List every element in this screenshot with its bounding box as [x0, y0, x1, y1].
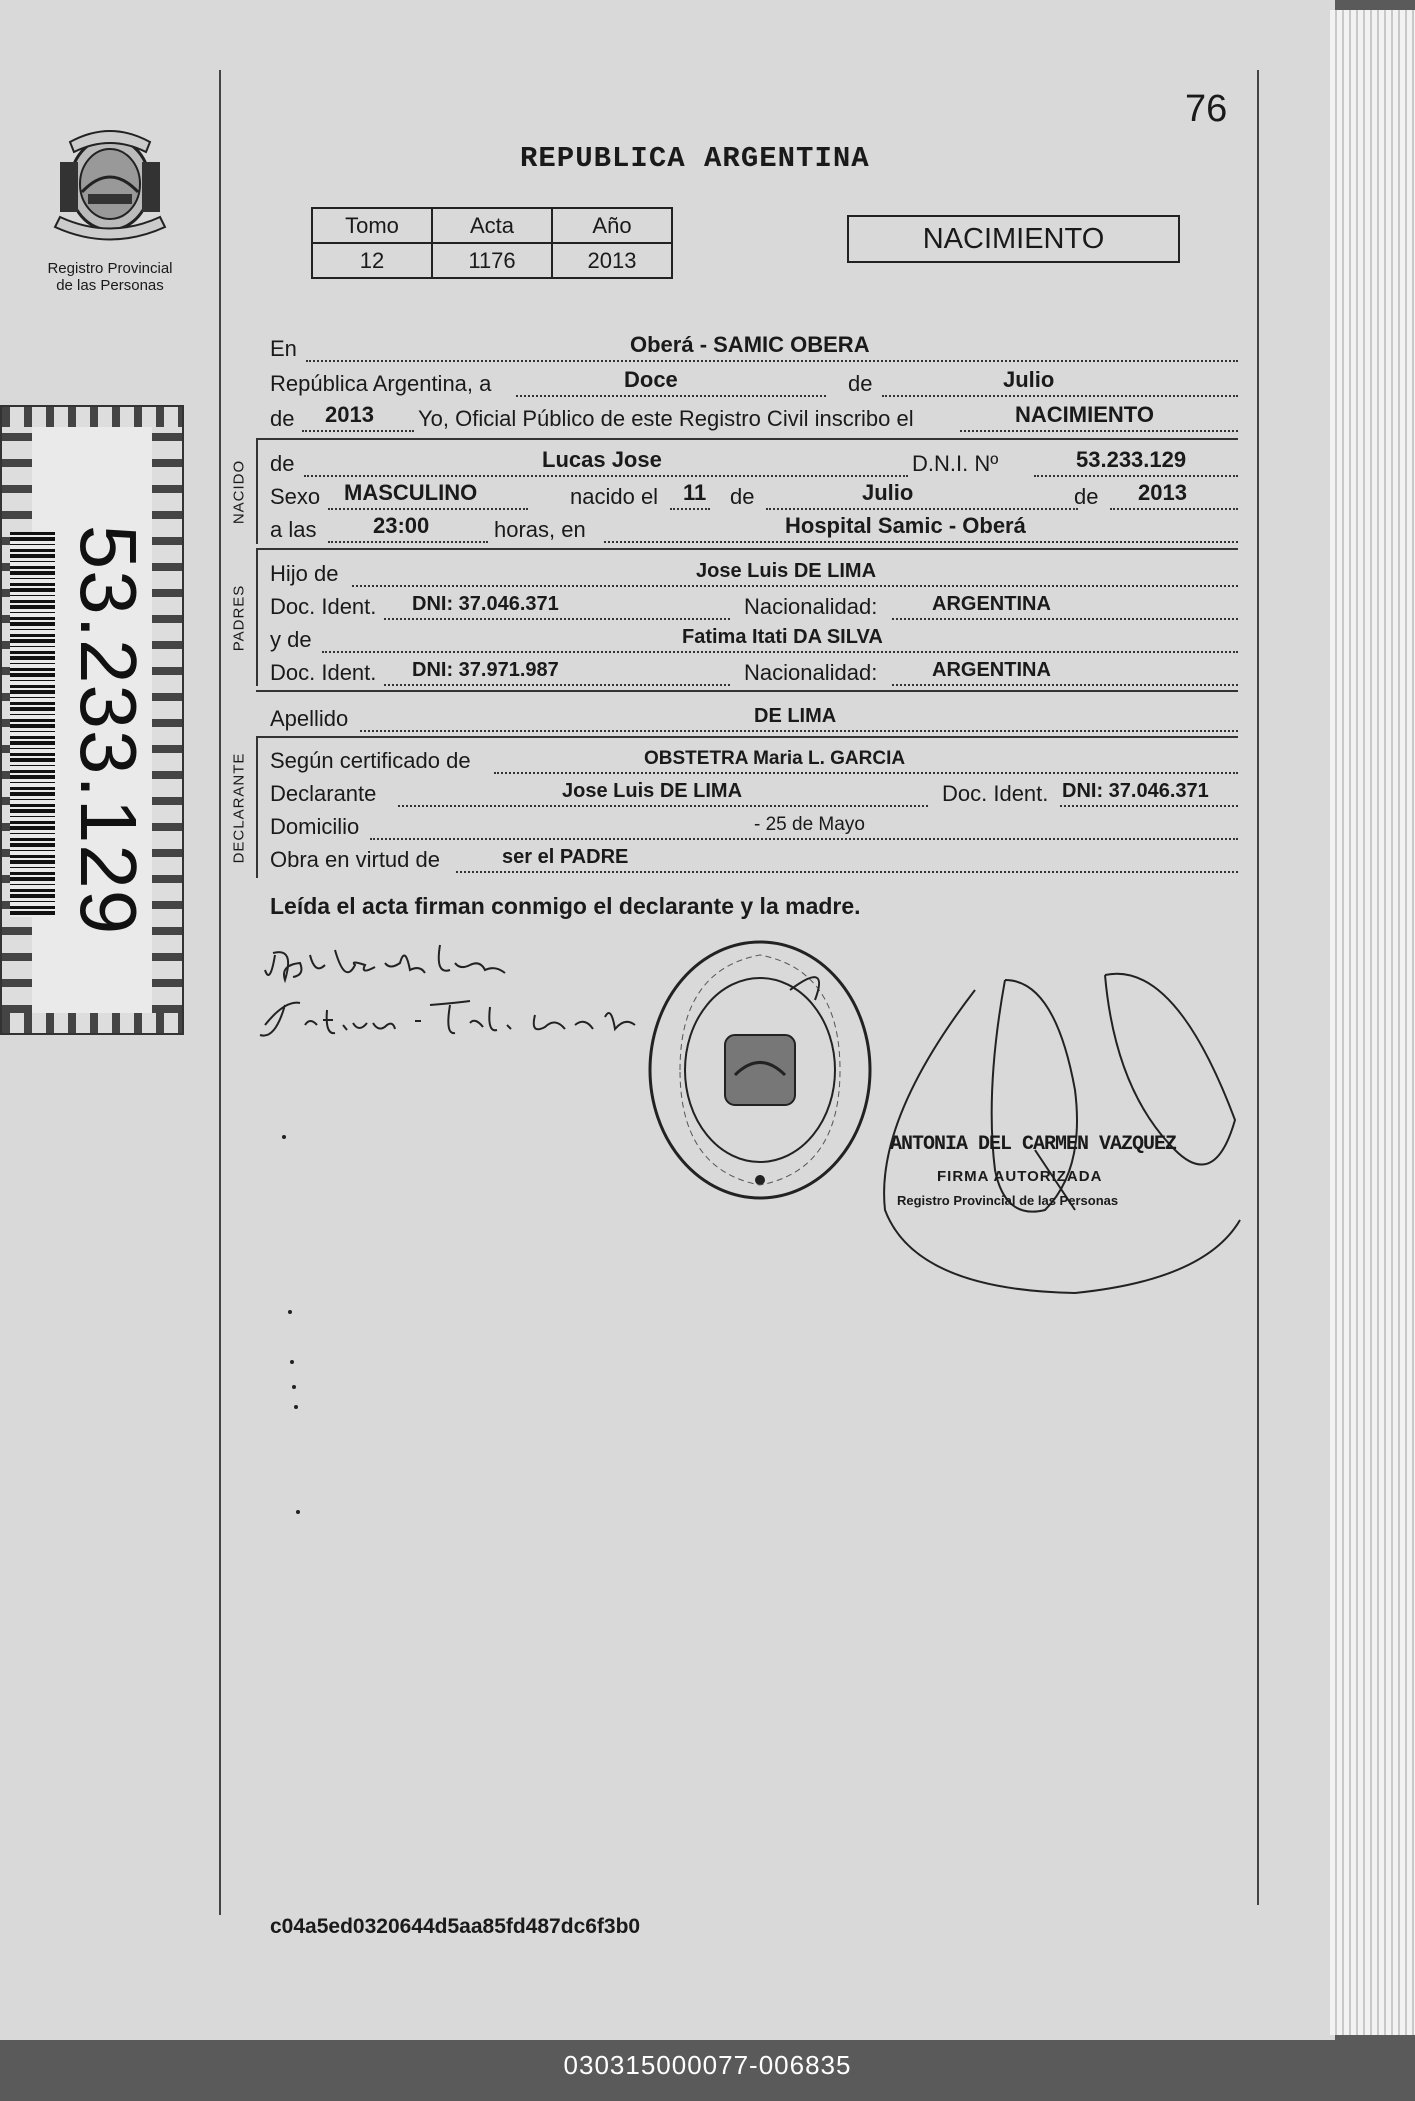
sexo-value: MASCULINO [344, 480, 478, 505]
place-value: Oberá - SAMIC OBERA [630, 332, 870, 357]
line-hora [270, 511, 1238, 549]
de-label: de [730, 484, 755, 509]
closing-statement: Leída el acta firman conmigo el declarante y la madre. [270, 893, 861, 919]
official-role: FIRMA AUTORIZADA [937, 1168, 1103, 1185]
day-value: Doce [624, 367, 678, 392]
alas-label: a las [270, 517, 317, 542]
section-label-nacido: NACIDO [230, 459, 248, 525]
dotted-line [1060, 805, 1238, 807]
oficial-text: Yo, Oficial Público de este Registro Civil inscribo el [418, 406, 914, 431]
mother-doc-value: DNI: 37.971.987 [412, 659, 559, 681]
dotted-line [1034, 475, 1238, 477]
birth-month-value: Julio [862, 480, 914, 505]
section-divider [256, 736, 1238, 738]
handwritten-signatures-icon [255, 925, 655, 1065]
dotted-line [766, 508, 1078, 510]
document-hash: c04a5ed0320644d5aa85fd487dc6f3b0 [270, 1915, 641, 1938]
security-pattern-right [152, 407, 182, 1033]
security-pattern-top [2, 407, 182, 427]
dotted-line [516, 395, 826, 397]
child-dni-value: 53.233.129 [1076, 447, 1187, 472]
dotted-line [360, 730, 1238, 732]
speck [292, 1385, 296, 1389]
section-divider [256, 548, 1238, 550]
dotted-line [328, 508, 528, 510]
doc-label: Doc. Ident. [942, 781, 1049, 806]
line-apellido [270, 700, 1238, 738]
dotted-line [328, 541, 488, 543]
domicilio-value: - 25 de Mayo [754, 814, 865, 835]
dotted-line [384, 684, 730, 686]
dotted-line [882, 395, 1238, 397]
inscribo-value: NACIMIENTO [1015, 402, 1154, 427]
registry-table [311, 207, 673, 279]
speck [282, 1135, 286, 1139]
father-nationality-value: ARGENTINA [932, 593, 1051, 615]
section-bar [256, 440, 258, 544]
value-tomo: 12 [312, 243, 432, 278]
birth-day-value: 11 [683, 480, 707, 505]
apellido-label: Apellido [270, 706, 349, 731]
yde-label: y de [270, 627, 312, 652]
segun-label: Según certificado de [270, 748, 471, 773]
dotted-line [960, 430, 1238, 432]
domicilio-label: Domicilio [270, 814, 360, 839]
section-label-declarante: DECLARANTE [230, 752, 248, 864]
republica-label: República Argentina, a [270, 371, 492, 396]
official-name: ANTONIA DEL CARMEN VAZQUEZ [890, 1133, 1177, 1156]
dotted-line [398, 805, 928, 807]
right-margin-rule [1257, 70, 1259, 1905]
birth-hour-value: 23:00 [373, 513, 430, 538]
registry-label-line2: de las Personas [56, 277, 164, 294]
section-divider [256, 438, 1238, 440]
barcode-dni-number: 53.233.129 [64, 524, 153, 936]
birth-year-value: 2013 [1138, 480, 1187, 505]
speck [296, 1510, 300, 1514]
dotted-line [1110, 508, 1238, 510]
dotted-line [384, 618, 730, 620]
value-acta: 1176 [432, 243, 552, 278]
section-divider [256, 690, 1238, 692]
scan-footer-code: 030315000077-006835 [563, 2050, 852, 2080]
line-en [270, 330, 1238, 368]
dotted-line [370, 838, 1238, 840]
line-mother-doc [270, 654, 1238, 692]
father-name-value: Jose Luis DE LIMA [696, 560, 877, 582]
document-title: REPUBLICA ARGENTINA [520, 142, 870, 175]
official-organization: Registro Provincial de las Personas [897, 1193, 1119, 1208]
header-acta: Acta [432, 208, 552, 243]
dotted-line [322, 651, 1238, 653]
speck [294, 1405, 298, 1409]
dni-label: D.N.I. Nº [912, 451, 999, 476]
obra-label: Obra en virtud de [270, 847, 440, 872]
speck [288, 1310, 292, 1314]
nacionalidad-label: Nacionalidad: [744, 660, 878, 685]
dotted-line [670, 508, 710, 510]
line-obra [270, 841, 1238, 879]
year-value: 2013 [325, 402, 374, 427]
dotted-line [306, 360, 1238, 362]
left-margin-rule [219, 70, 221, 1915]
month-value: Julio [1003, 367, 1055, 392]
nacido-label: nacido el [570, 484, 659, 509]
section-bar [256, 738, 258, 878]
value-ano: 2013 [552, 243, 672, 278]
birth-place-value: Hospital Samic - Oberá [785, 513, 1026, 538]
header-ano: Año [552, 208, 672, 243]
father-doc-value: DNI: 37.046.371 [412, 593, 559, 615]
hijo-label: Hijo de [270, 561, 339, 586]
de-label: de [848, 371, 873, 396]
section-bar [256, 550, 258, 686]
child-name-value: Lucas Jose [542, 447, 662, 472]
doc-label: Doc. Ident. [270, 660, 377, 685]
registry-label [30, 260, 190, 294]
mother-name-value: Fatima Itati DA SILVA [682, 626, 883, 648]
de-label: de [270, 406, 295, 431]
registry-label-line1: Registro Provincial [47, 260, 173, 277]
dotted-line [892, 684, 1238, 686]
declarante-doc-value: DNI: 37.046.371 [1062, 780, 1209, 802]
dotted-line [304, 475, 908, 477]
line-year [270, 400, 1238, 438]
nacionalidad-label: Nacionalidad: [744, 594, 878, 619]
dotted-line [494, 772, 1238, 774]
declarante-label: Declarante [270, 781, 377, 806]
mother-nationality-value: ARGENTINA [932, 659, 1051, 681]
en-label: En [270, 336, 297, 361]
page-stack-edge [1330, 10, 1415, 2035]
page-number: 76 [1185, 88, 1228, 130]
dotted-line [352, 585, 1238, 587]
apellido-value: DE LIMA [754, 705, 837, 727]
dotted-line [456, 871, 1238, 873]
dotted-line [892, 618, 1238, 620]
security-pattern-bottom [2, 1013, 182, 1033]
line-republica [270, 365, 1238, 403]
official-stamp-icon [640, 930, 880, 1210]
de-label: de [270, 451, 295, 476]
speck [290, 1360, 294, 1364]
dotted-line [302, 430, 414, 432]
dotted-line [604, 541, 1238, 543]
certificate-value: OBSTETRA Maria L. GARCIA [644, 748, 906, 769]
record-type-box: NACIMIENTO [847, 215, 1180, 263]
province-seal-icon [50, 122, 170, 252]
section-label-padres: PADRES [230, 584, 248, 652]
declarante-value: Jose Luis DE LIMA [562, 780, 743, 802]
obra-value: ser el PADRE [502, 846, 629, 868]
de-label: de [1074, 484, 1099, 509]
sexo-label: Sexo [270, 484, 321, 509]
header-tomo: Tomo [312, 208, 432, 243]
horas-label: horas, en [494, 517, 586, 542]
barcode-bars [10, 532, 55, 917]
doc-label: Doc. Ident. [270, 594, 377, 619]
